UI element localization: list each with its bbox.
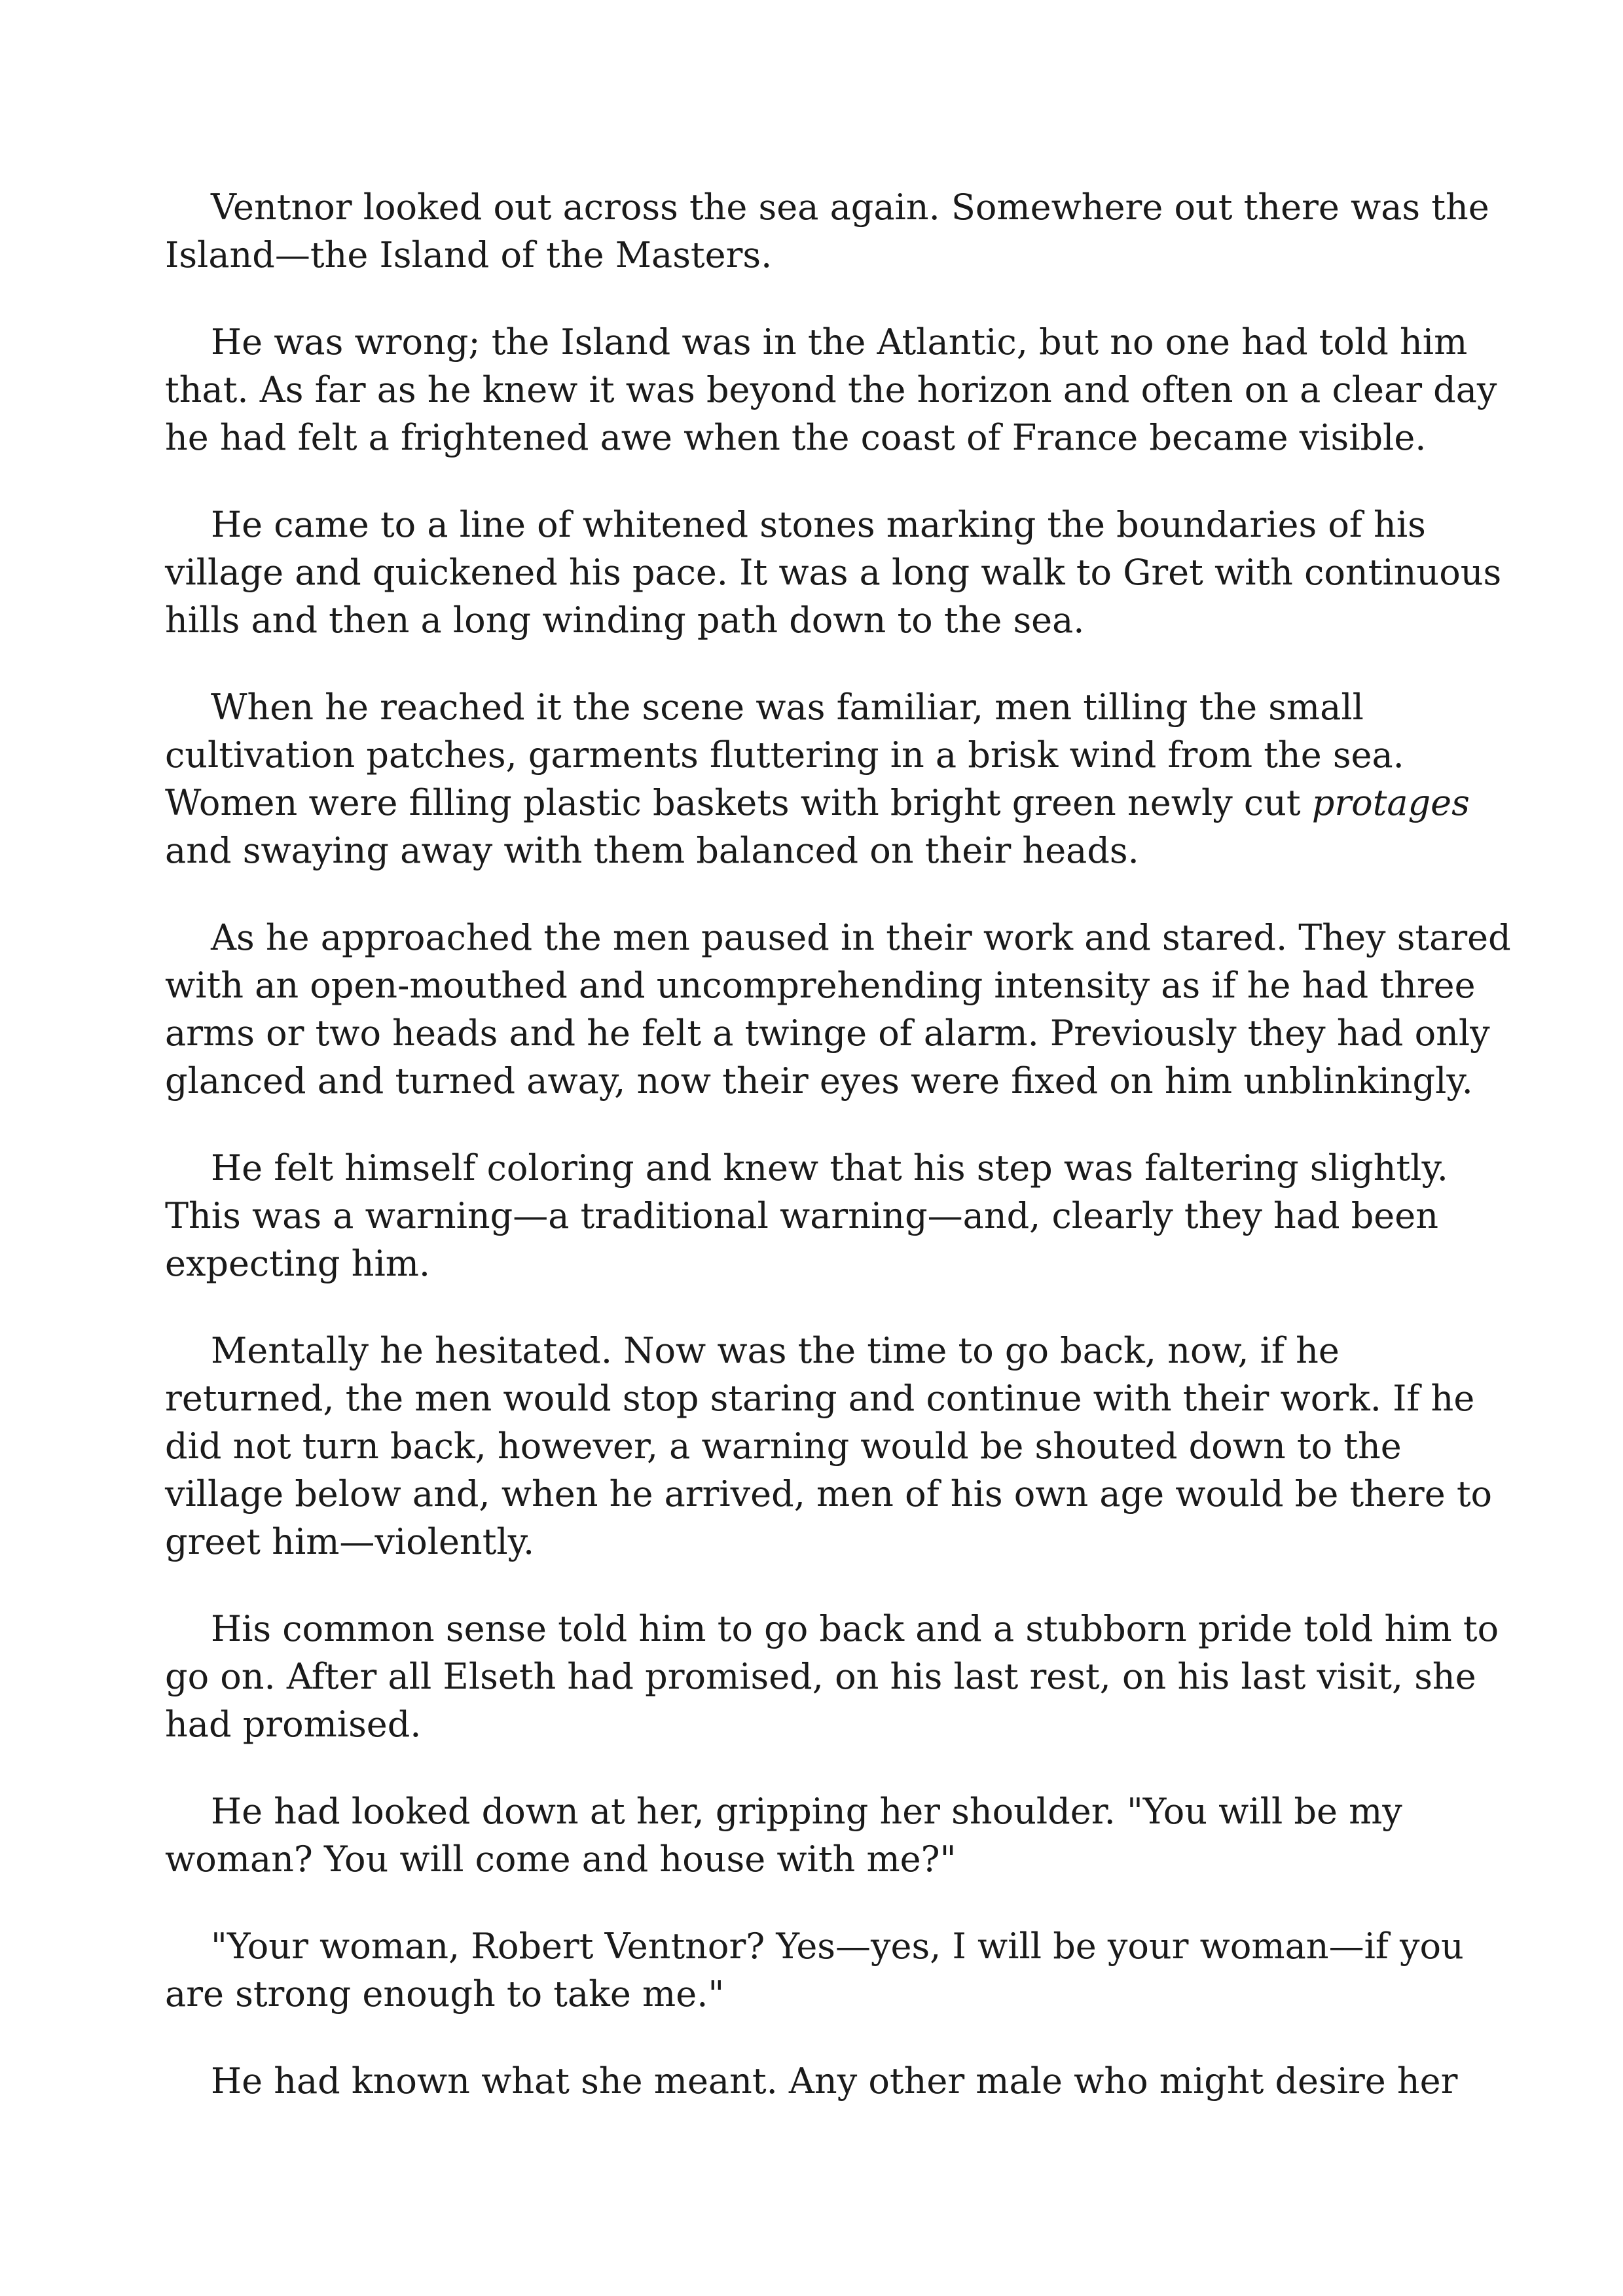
- text-line: His common sense told him to go back and a stubborn pride told him to: [211, 1608, 1499, 1649]
- paragraph: [165, 2057, 1481, 2105]
- paragraph: [165, 1605, 1499, 1748]
- text-line: Ventnor looked out across the sea again. Somewhere out there was the: [211, 187, 1489, 228]
- text-line: returned, the men would stop staring and continue with their work. If he: [165, 1378, 1475, 1419]
- text-line: He had known what she meant. Any other male who might desire her: [211, 2060, 1458, 2102]
- text-line: are strong enough to take me.": [165, 1973, 725, 2015]
- text-line: This was a warning—a traditional warning—and, clearly they had been: [165, 1195, 1439, 1236]
- text-line: He felt himself coloring and knew that his step was faltering slightly.: [211, 1147, 1448, 1189]
- text-line: he had felt a frightened awe when the coast of France became visible.: [165, 417, 1427, 458]
- paragraph: [165, 914, 1511, 1105]
- text-line: and swaying away with them balanced on their heads.: [165, 830, 1139, 871]
- text-line: with an open-mouthed and uncomprehending intensity as if he had three: [165, 965, 1476, 1006]
- paragraph: [165, 1327, 1493, 1566]
- text-line: glanced and turned away, now their eyes were fixed on him unblinkingly.: [165, 1060, 1473, 1102]
- paragraph: [165, 318, 1497, 461]
- text-line: village and quickened his pace. It was a long walk to Gret with continuous: [165, 552, 1502, 593]
- paragraph: [165, 1787, 1481, 1883]
- text-line: hills and then a long winding path down to the sea.: [165, 600, 1085, 641]
- text-line: He came to a line of whitened stones marking the boundaries of his: [211, 504, 1426, 545]
- text-line: expecting him.: [165, 1243, 431, 1284]
- text-line: "Your woman, Robert Ventnor? Yes—yes, I will be your woman—if you: [211, 1926, 1464, 1967]
- paragraph: [165, 1144, 1481, 1287]
- text-line: When he reached it the scene was familiar, men tilling the small: [211, 687, 1364, 728]
- italic-term: protages: [1311, 782, 1470, 823]
- text-line: greet him—violently.: [165, 1521, 535, 1562]
- text-line: He had looked down at her, gripping her shoulder. "You will be my: [211, 1791, 1402, 1832]
- text-line: [165, 779, 1481, 827]
- text-line: that. As far as he knew it was beyond the horizon and often on a clear day: [165, 369, 1497, 410]
- text-line: had promised.: [165, 1704, 422, 1745]
- text-line: woman? You will come and house with me?": [165, 1839, 957, 1880]
- text-line: arms or two heads and he felt a twinge of alarm. Previously they had only: [165, 1013, 1490, 1054]
- text-segment: Women were filling plastic baskets with bright green newly cut: [165, 782, 1301, 823]
- paragraph: [165, 1922, 1481, 2018]
- text-line: cultivation patches, garments fluttering in a brisk wind from the sea.: [165, 734, 1404, 776]
- paragraph: [165, 683, 1481, 874]
- text-line: go on. After all Elseth had promised, on his last rest, on his last visit, she: [165, 1656, 1476, 1697]
- text-line: He was wrong; the Island was in the Atlantic, but no one had told him: [211, 321, 1468, 363]
- paragraph: [165, 183, 1489, 279]
- text-line: Island—the Island of the Masters.: [165, 234, 773, 276]
- paragraph: [165, 501, 1502, 644]
- text-line: did not turn back, however, a warning would be shouted down to the: [165, 1426, 1402, 1467]
- body-text: [165, 183, 1511, 2144]
- text-line: village below and, when he arrived, men of his own age would be there to: [165, 1473, 1493, 1515]
- text-line: As he approached the men paused in their work and stared. They stared: [211, 917, 1511, 958]
- text-line: Mentally he hesitated. Now was the time to go back, now, if he: [211, 1330, 1340, 1371]
